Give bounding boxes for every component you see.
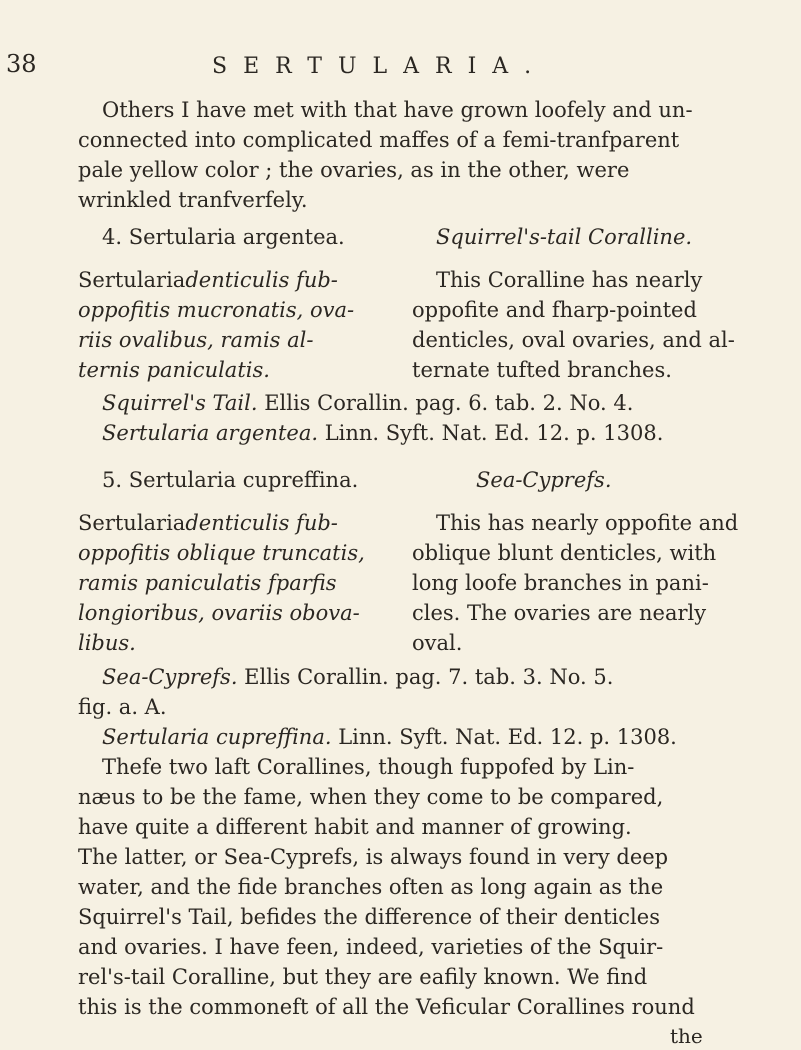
latin-line: libus. — [78, 631, 136, 655]
latin-line: ramis paniculatis fparfis — [78, 571, 337, 595]
species-4-reference-1 — [102, 388, 742, 418]
species-5-reference-2 — [102, 722, 742, 752]
reference-citation: Linn. Syft. Nat. Ed. 12. p. 1308. — [331, 725, 677, 749]
page-number: 38 — [6, 50, 37, 78]
text-line: næus to be the fame, when they come to be compared, — [78, 785, 664, 809]
text-line: The latter, or Sea-Cyprefs, is always found in very deep — [78, 845, 669, 869]
species-5-heading: 5. Sertularia cupreffina. — [102, 468, 359, 492]
latin-line: longioribus, ovariis obova- — [78, 601, 360, 625]
species-4-reference-2 — [102, 418, 742, 448]
text-line: have quite a different habit and manner of growing. — [78, 815, 632, 839]
reference-citation: Ellis Corallin. pag. 6. tab. 2. No. 4. — [257, 391, 634, 415]
intro-paragraph — [78, 95, 728, 215]
text-line: and ovaries. I have feen, indeed, varieties of the Squir- — [78, 935, 664, 959]
text-line: this is the commoneft of all the Veficular Corallines round — [78, 995, 695, 1019]
latin-line: oppofitis oblique truncatis, — [78, 541, 365, 565]
text-line: rel's-tail Coralline, but they are eafily known. We find — [78, 965, 648, 989]
closing-paragraph — [78, 752, 728, 1022]
english-line: cles. The ovaries are nearly — [412, 601, 707, 625]
english-line: oval. — [412, 631, 463, 655]
english-line: ternate tufted branches. — [412, 358, 672, 382]
english-line: This Coralline has nearly — [436, 268, 703, 292]
running-title: SERTULARIA. — [212, 54, 548, 79]
reference-citation: fig. a. A. — [78, 695, 167, 719]
species-5-reference-1-cont — [78, 692, 728, 722]
species-4-latin-diagnosis — [78, 265, 398, 385]
reference-citation: Ellis Corallin. pag. 7. tab. 3. No. 5. — [237, 665, 614, 689]
text-line: Squirrel's Tail, befides the difference of their denticles — [78, 905, 660, 929]
reference-title: Sea-Cyprefs. — [102, 665, 238, 689]
latin-line — [78, 265, 398, 295]
text-line: pale yellow color ; the ovaries, as in the other, were — [78, 158, 630, 182]
species-4-common-name: Squirrel's-tail Coralline. — [436, 225, 693, 249]
text-line: connected into complicated maffes of a femi-tranfparent — [78, 128, 680, 152]
species-5-reference-1 — [102, 662, 742, 692]
text-line: Others I have met with that have grown loofely and un- — [102, 98, 693, 122]
species-5-english-description — [412, 508, 739, 658]
english-line: denticles, oval ovaries, and al- — [412, 328, 735, 352]
latin-italic: denticulis fub- — [185, 268, 338, 292]
reference-title: Sertularia cupreffina. — [102, 725, 332, 749]
latin-roman: Sertularia — [78, 268, 186, 292]
reference-citation: Linn. Syft. Nat. Ed. 12. p. 1308. — [318, 421, 664, 445]
reference-title: Sertularia argentea. — [102, 421, 319, 445]
species-5-latin-diagnosis — [78, 508, 398, 658]
species-4-heading: 4. Sertularia argentea. — [102, 225, 345, 249]
latin-line — [78, 508, 398, 538]
english-line: oblique blunt denticles, with — [412, 541, 717, 565]
latin-line: oppofitis mucronatis, ova- — [78, 298, 355, 322]
latin-roman: Sertularia — [78, 511, 186, 535]
reference-title: Squirrel's Tail. — [102, 391, 258, 415]
species-5-common-name: Sea-Cyprefs. — [476, 468, 612, 492]
text-line: wrinkled tranfverfely. — [78, 188, 308, 212]
english-line: long loofe branches in pani- — [412, 571, 709, 595]
text-line: water, and the fide branches often as long again as the — [78, 875, 664, 899]
latin-line: ternis paniculatis. — [78, 358, 270, 382]
english-line: This has nearly oppofite and — [436, 511, 739, 535]
latin-italic: denticulis fub- — [185, 511, 338, 535]
text-line: Thefe two laft Corallines, though fuppofed by Lin- — [102, 755, 635, 779]
latin-line: riis ovalibus, ramis al- — [78, 328, 314, 352]
catchword: the — [670, 1024, 703, 1048]
species-4-english-description — [412, 265, 735, 385]
english-line: oppofite and fharp-pointed — [412, 298, 697, 322]
